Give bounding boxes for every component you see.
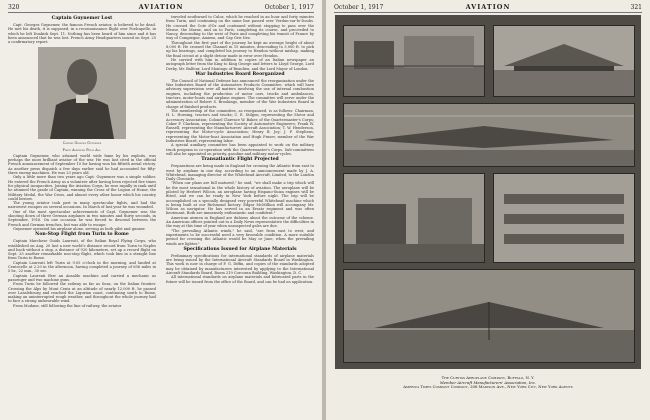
article-paragraph: Preliminary specifications for international standards of airplane materials are being issued by the International Aircraft Standards Board in Washington. This work is now in charge of F. G. Diffin, and copies of the standards adopted may be obtained by manufacturers interested by applying to the International Aircraft Standards Board, Room 219 Corcoran Building, Washington, D. C. (166, 253, 314, 276)
article-paragraph: "The prevailing Atlantic winds," he said, "are from east to west, and experiments to be successful need a very favorable condition. A more suitable period for crossing the Atlantic would be May or June, when the prevailing winds are lighter." (166, 228, 314, 246)
machine-shop-photo (343, 173, 485, 263)
article-paragraph: Capt. Georges Guynemer, the famous French aviator, is believed to be dead. He met his death, it is supposed, in a reconnaissance flight over Poelcapelle, in which he left Dunkirk Sept. 11. Nothing has been heard of him since and it has been announced that he was lost. French Army Headquarters issued on Sept. 25 a confirmatory report. (8, 23, 156, 45)
left-date: October 1, 1917 (264, 4, 314, 11)
article-paragraph: American airmen in England are dubious about the outcome of the scheme. An American officer pointed out to a Daily News representative the difficulties in the way at this time of year when unsuspected gales are due. (166, 215, 314, 229)
article-paragraph: The Council of National Defense has announced the reorganization under the War Industries Board of the Automotive Products Committee, which will have advisory supervision over all matters involving the use of internal combustion engines, including the production of motor cars, trucks and ambulances, tractors, motor-boats and airplane engines. The committee will serve under the administration of Robert S. Brookings, member of the War Industries Board in charge of finished products. (166, 78, 314, 109)
workshop-photo (493, 25, 635, 97)
article-heading: Specifications Issued for Airplane Materials (183, 246, 297, 252)
article-paragraph: Captain Laureati flew an Ansaldo machine and carried a mechanic as passenger and two machine guns. (8, 273, 156, 282)
article-paragraph: From Modane, still following the line of railway, the aviator (13, 303, 122, 308)
plate-caption-company: The Curtiss Aeroplane Company, Buffalo, N. Y. (441, 375, 535, 380)
article-paragraph: All international standards on airplane materials and fabricated parts in the future will be issued from the office of the Board, and can be had on application. (166, 275, 314, 284)
plate-caption-agents: America Times Company Company, 206 Madison Ave., New York City, New York Agents (403, 384, 573, 390)
article-paragraph: A special auxiliary committee has been appointed to work on the military truck program in co-operation with the Quartermaster's Corps. Sub-committees will also be appointed on priority, gasoline and military motor-cycles. (166, 143, 314, 156)
article-paragraph: traveled southward to Culoz, which he reached in an hour and forty minutes from Turin, and continuing on the same line passed over Verdun-sur-le-Doubs. He crossed the Cote d'Or and continued without stopping to pass over the Meuse, the Marne, and on to Paris, completing its course, and proceeded to Nancy, descending to the west of Paris and completing his transit of France by way of Compiegne, Amiens, and Cap Gris Nez. (166, 15, 314, 41)
hangar-photo (343, 269, 635, 363)
wing-shop-photo (493, 173, 635, 263)
article-paragraph: "When our plans are full matured," he said, "we shall make a trip which will be the most sensational in the whole history of aviation. The aeroplane will be piloted by Herbert Wilcox, an aeroplane having Hispano-Suiza engines will be fitted, and we can be ready in New York before night. The trip will be accomplished on a specially designed very powerful Whitehead machine which is being built at our Richmond factory. Edgar McMillion will accompany Mr. Wilcox as navigator. He has served in an Ersatz regiment and was often lieutenant. Both are immensely enthusiastic and confident." (166, 181, 314, 216)
left-page (0, 0, 322, 420)
plate-caption-membership: Member Aircraft Manufacturers' Association, Inc. (439, 379, 537, 385)
photo-plate (335, 15, 641, 369)
article-paragraph: Captain Marchese Guido Laureati, of the Italian Royal Flying Corps, who established on Aug. 20 last a new world's distance record from Turin to Naples and back without a stop, a distance of 920 kilometers, set up a record flight on Sept. 25 another remarkable non-stop flight, which took him in a straight line from Turin to Rome. (8, 239, 156, 261)
article-paragraph: From Turin he followed the railway as far as Susa, on the Italian frontier. Crossing the Alps by Mont Cenis at an altitude of nearly 12,000 ft. he passed over Lanslebourg and reached the Ligurian coast, continuing south to Rome, making an uninterrupted rough weather, and throughout the whole journey had to face a strong unfavorable wind. (8, 282, 156, 304)
left-page-number: 320 (8, 4, 20, 11)
article-heading: War Industries Board Reorganized (195, 71, 285, 77)
article-paragraph: Captain Guynemer, who attained world wide fame by his exploits, was perhaps the most brilliant aviator of the war. He was last cited in the official French announcement of September 10 for having won his fiftieth aerial victory. As another press dispatch a few days earlier said he had accounted for fifty-three enemy machines. He was 23 years old. (8, 153, 156, 176)
article-heading: Non-Stop Flight from Turin to Rome (35, 232, 129, 238)
left-running-title: AVIATION (138, 3, 184, 11)
article-paragraph: The young aviator took part in many spectacular fights, and had the narrowest escapes on several occasions. In March of last year he was wounded. (8, 201, 156, 210)
article-heading: Captain Guynemer Lost (51, 16, 113, 21)
article-paragraph: Captain Laureati left Turin at 9.05 o'clock in the morning, and landed at Centocelle at 2.20 in the afternoon, having completed a journey of 656 miles in 5 hr., 22 min., 30 sec. (8, 260, 156, 274)
article-paragraph: Preparations are being made in England for crossing the Atlantic from east to west by airplane in one day, according to an announcement made by J. A. Whitehead, managing director of the Whitehead Aircraft, Limited, to the London Daily Chronicle. (166, 164, 314, 182)
assembly-hall-photo (343, 103, 635, 167)
left-column-2 (166, 15, 314, 284)
factory-photo (343, 25, 485, 97)
right-running-title: AVIATION (465, 3, 511, 11)
article-paragraph: He carried with him in addition to copies of an Italian newspaper an autograph letter from the King to King George and letters to Lloyd George, Lord Derby, Mr. Balfour, Lord Montagu of Beaulieu, and the Lord Mayor of London. (166, 57, 314, 71)
portrait-photo (38, 47, 126, 139)
left-running-head (8, 3, 314, 13)
article-paragraph: One of the most spectacular achievements of Capt. Guynemer was the shooting down of three German airplanes in two minutes and thirty seconds, in September, 1916. On one occasion he was forced to descend between the French and German trenches, but was able to escape. (8, 209, 156, 227)
right-running-head (334, 3, 642, 13)
article-paragraph: The membership of the committee, as reorganized, is as follows: Chairman, H. L. Horning, tractors and trucks; C. E. Stilgen, representing the Motor and Accessory Association; Colonel Clarence W. Baker, of the Quartermaster's Corps; Coker F. Clarkson, representing the Society of Automotive Engineers; Frank W. Russell, representing the Manufacturers' Aircraft Association; T. W. Henderson, representing the Motor-cycle Association; Henry B. Joy; J. F. Stephens, representing the Motor-boat Association and Hugh Fraser, member of the War Industries Board, representing labor. (166, 108, 314, 144)
article-paragraph: Throughout the first part of the journey he kept an average height of about 8,000 ft. He crossed the Channel in 15 minutes, descending to 3,000 ft. to pick up his bearings, and completed his journey to Hendon without mishap, making the final circuit at a slight detour made in error over Hendon. (166, 40, 314, 58)
right-page-number: 321 (630, 4, 642, 11)
right-page (326, 0, 650, 420)
right-date: October 1, 1917 (334, 4, 384, 11)
article-heading: Transatlantic Flight Projected (201, 157, 279, 163)
plate-caption (334, 376, 642, 390)
photo-caption: Captain Georges Guynemer (62, 141, 102, 146)
article-paragraph: Guynemer operated his airplane alone, serving as both pilot and gunner. (13, 226, 146, 231)
article-paragraph: Only a little more than two years ago Capt. Guynemer was a simple soldier. He entered the French Army as a volunteer after having been rejected five times for physical incapacities. Joining the Aviation Corps, he rose rapidly in rank until he attained the grade of Captain, winning the Cross of the Legion of Honor, the Military Medal, the War Cross, and almost every other honor which his country could bestow. (8, 175, 156, 201)
left-column-1 (8, 15, 156, 308)
photo-caption: Photo American Press Ass. (62, 147, 102, 152)
